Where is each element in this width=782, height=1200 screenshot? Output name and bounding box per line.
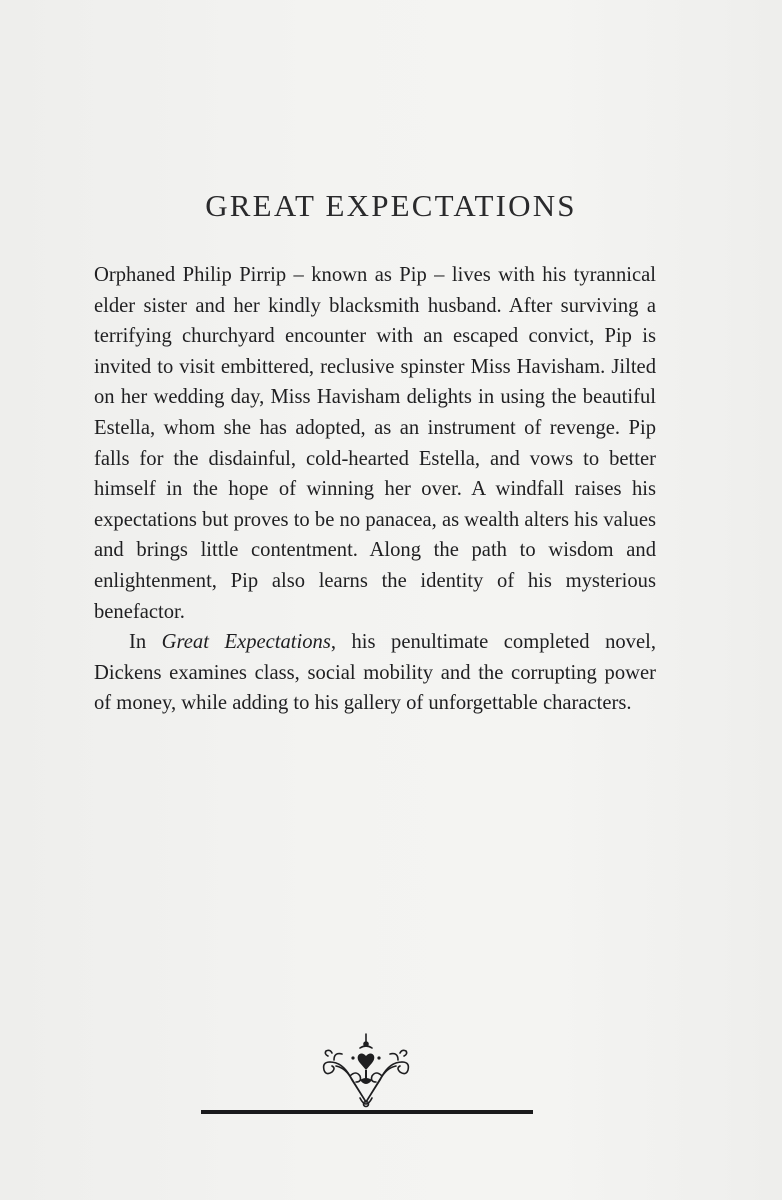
book-title-italic: Great Expectations: [161, 631, 331, 654]
paragraph-2-prefix: In: [129, 631, 162, 654]
blurb-paragraph-2: [94, 627, 656, 719]
horizontal-rule: [201, 1110, 533, 1114]
paragraph-2-rest: , his penultimate completed novel, Dickens examines class, social mobility and the corrupting power of money, while adding to his gallery of unforgettable characters.: [94, 631, 656, 715]
blurb-text: [94, 260, 656, 719]
fleuron-ornament-icon: [320, 1032, 412, 1110]
blurb-paragraph-1: Orphaned Philip Pirrip – known as Pip – lives with his tyrannical elder sister and her kindly blacksmith husband. After surviving a terrifying churchyard encounter with an escaped convict, Pip is invited to visit embittered, reclusive spinster Miss Havisham. Jilted on her wedding day, Miss Havisham delights in using the beautiful Estella, whom she has adopted, as an instrument of revenge. Pip falls for the disdainful, cold-hearted Estella, and vows to better himself in the hope of winning her over. A windfall raises his expectations but proves to be no panacea, as wealth alters his values and brings little contentment. Along the path to wisdom and enlightenment, Pip also learns the identity of his mysterious benefactor.: [94, 264, 656, 623]
page-title: GREAT EXPECTATIONS: [205, 188, 577, 223]
